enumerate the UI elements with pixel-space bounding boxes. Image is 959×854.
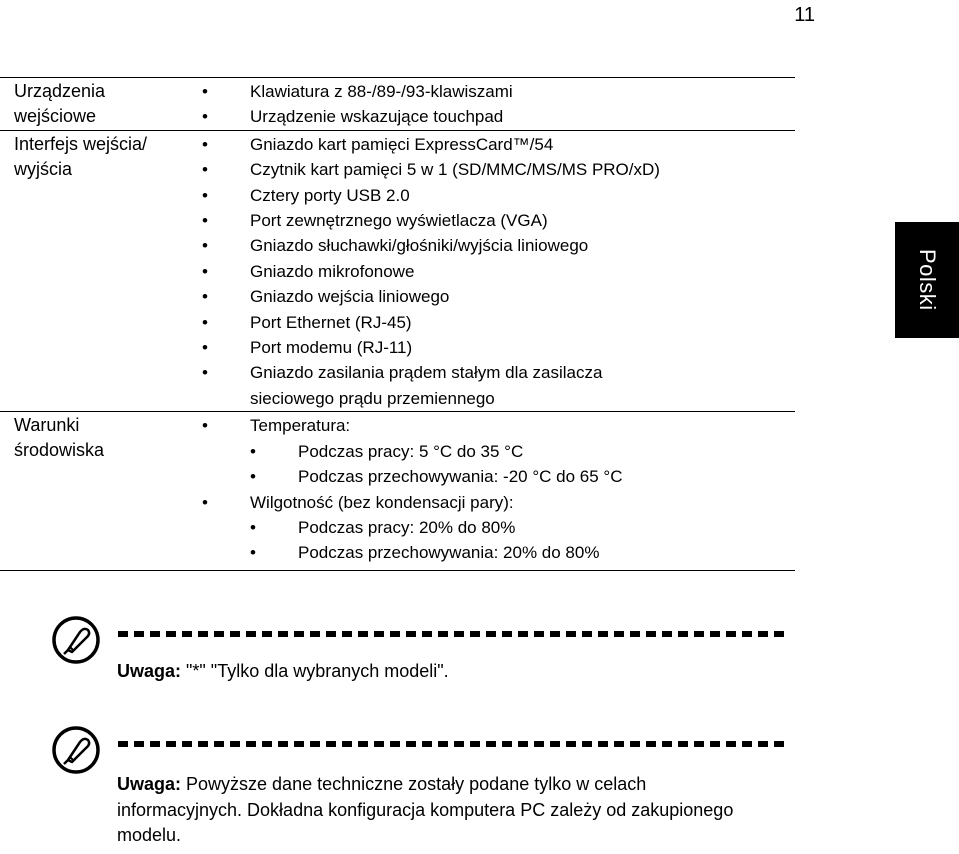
spec-item-text: Podczas przechowywania: 20% do 80%	[298, 543, 600, 563]
bullet-icon: •	[202, 211, 208, 231]
bullet-icon: •	[202, 134, 208, 154]
note-pen-icon	[50, 614, 102, 666]
note-divider	[118, 741, 790, 747]
bullet-icon: •	[250, 441, 256, 461]
bullet-icon: •	[250, 467, 256, 487]
spec-item	[192, 310, 795, 335]
spec-item	[192, 360, 795, 385]
spec-item	[192, 490, 795, 515]
spec-item-text: Gniazdo słuchawki/głośniki/wyjścia liniowego	[250, 236, 589, 256]
language-tab	[895, 222, 959, 338]
spec-item	[192, 335, 795, 360]
note-label: Uwaga:	[117, 661, 182, 681]
spec-row-label: Interfejs wejścia/ wyjścia	[14, 133, 148, 179]
spec-item	[192, 132, 795, 157]
bullet-icon: •	[202, 236, 208, 256]
language-tab-label: Polski	[915, 249, 940, 311]
spec-item	[192, 208, 795, 233]
specifications-table	[0, 77, 795, 571]
spec-item	[192, 233, 795, 258]
spec-row-label: Urządzenia wejściowe	[14, 81, 106, 126]
spec-item	[192, 79, 795, 104]
bullet-icon: •	[202, 312, 208, 332]
spec-item	[192, 386, 795, 411]
spec-item	[192, 157, 795, 182]
spec-item-text: Cztery porty USB 2.0	[250, 185, 410, 205]
note-body: Powyższe dane techniczne zostały podane tylko w celach informacyjnych. Dokładna konfiguracja komputera PC zależy od zakupionego modelu.	[117, 774, 734, 845]
spec-row	[0, 411, 795, 570]
spec-item-text: Port zewnętrznego wyświetlacza (VGA)	[250, 211, 548, 231]
bullet-icon: •	[202, 261, 208, 281]
spec-item-text: Gniazdo mikrofonowe	[250, 261, 415, 281]
spec-item	[192, 540, 795, 565]
bullet-icon: •	[202, 107, 208, 127]
bullet-icon: •	[202, 492, 208, 512]
bullet-icon: •	[250, 543, 256, 563]
spec-item	[192, 413, 795, 438]
spec-row-label: Warunki środowiska	[14, 415, 105, 461]
spec-item-text: Urządzenie wskazujące touchpad	[250, 107, 504, 127]
spec-row	[0, 77, 795, 130]
page-number: 11	[794, 4, 815, 26]
spec-item-text: sieciowego prądu przemiennego	[250, 388, 495, 408]
note-divider	[118, 631, 790, 637]
spec-item-text: Podczas przechowywania: -20 °C do 65 °C	[298, 467, 623, 487]
bullet-icon: •	[202, 185, 208, 205]
bullet-icon: •	[202, 82, 208, 101]
note-label: Uwaga:	[117, 774, 182, 794]
spec-item-text: Temperatura:	[250, 416, 351, 436]
bullet-icon: •	[202, 160, 208, 180]
spec-item-text: Wilgotność (bez kondensacji pary):	[250, 492, 514, 512]
spec-item	[192, 464, 795, 489]
spec-item-text: Port Ethernet (RJ-45)	[250, 312, 412, 332]
spec-item-text: Czytnik kart pamięci 5 w 1 (SD/MMC/MS/MS PRO/xD)	[250, 160, 660, 180]
spec-item	[192, 439, 795, 464]
spec-item-text: Gniazdo kart pamięci ExpressCard™/54	[250, 134, 554, 154]
spec-item-text: Podczas pracy: 5 °C do 35 °C	[298, 441, 524, 461]
spec-item	[192, 515, 795, 540]
note-pen-icon	[50, 724, 102, 776]
bullet-icon: •	[250, 517, 256, 537]
note-text	[117, 772, 757, 849]
spec-item-text: Gniazdo zasilania prądem stałym dla zasilacza	[250, 363, 603, 383]
bullet-icon: •	[202, 287, 208, 307]
spec-row-items	[192, 413, 795, 565]
spec-item-text: Port modemu (RJ-11)	[250, 338, 413, 358]
spec-item-text: Podczas pracy: 20% do 80%	[298, 517, 516, 537]
spec-item	[192, 183, 795, 208]
note-text	[117, 659, 757, 685]
spec-item	[192, 259, 795, 284]
note-body: "*" "Tylko dla wybranych modeli".	[181, 661, 449, 681]
spec-row-items	[192, 79, 795, 130]
spec-row	[0, 130, 795, 411]
bullet-icon: •	[202, 363, 208, 383]
spec-item	[192, 104, 795, 129]
spec-item-text: Klawiatura z 88-/89-/93-klawiszami	[250, 82, 513, 101]
spec-item-text: Gniazdo wejścia liniowego	[250, 287, 450, 307]
bullet-icon: •	[202, 338, 208, 358]
spec-row-items	[192, 132, 795, 411]
bullet-icon: •	[202, 416, 208, 436]
spec-item	[192, 284, 795, 309]
